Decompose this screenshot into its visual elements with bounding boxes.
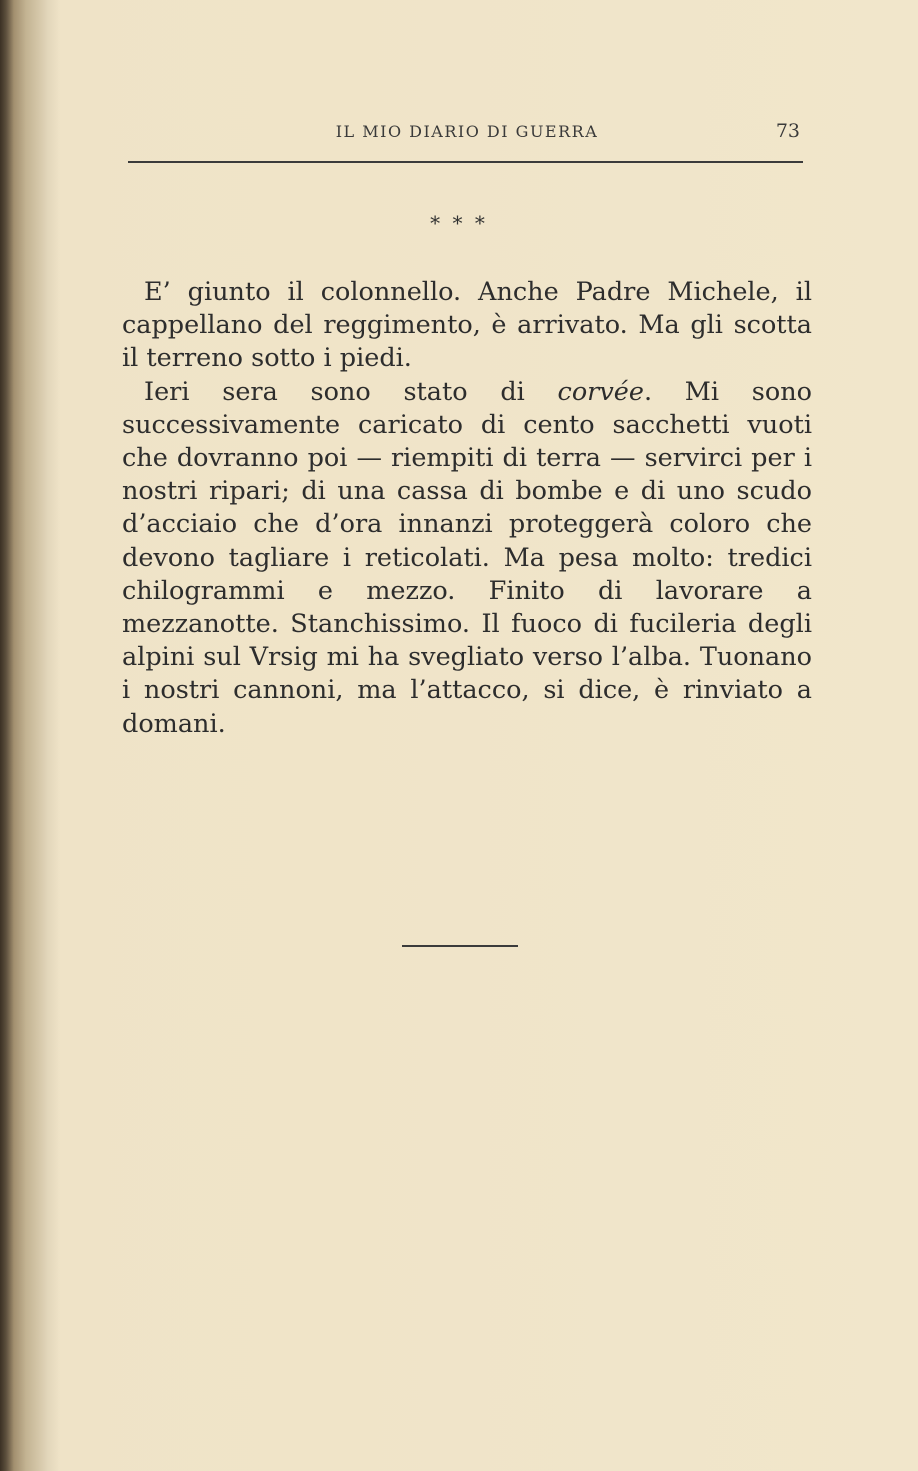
running-head [128, 122, 806, 152]
body-text [122, 276, 812, 741]
paragraph-2-after: . Mi sono successivamente caricato di cento sacchetti vuoti che dovranno poi — riempiti di terra — servirci per i nostri ripari; di una cassa di bombe e di uno scudo d’acciaio che d’ora innanzi proteggerà coloro che devono tagliare i reticolati. Ma pesa molto: tredici chilogrammi e mezzo. Finito di lavorare a mezzanotte. Stanchissimo. Il fuoco di fucileria degli alpini sul Vrsig mi ha svegliato verso l’alba. Tuonano i nostri cannoni, ma l’attacco, si dice, è rinviato a domani. [122, 376, 813, 739]
running-title: IL MIO DIARIO DI GUERRA [335, 122, 599, 141]
paragraph-2-before: Ieri sera sono stato di [144, 376, 558, 407]
header-rule [128, 161, 803, 163]
paragraph-2 [122, 376, 812, 741]
page-number: 73 [775, 120, 800, 142]
paragraph-1: E’ giunto il colonnello. Anche Padre Michele, il cappellano del reggimento, è arrivato. Ma gli scotta il terreno sotto i piedi. [122, 277, 812, 374]
end-rule [402, 945, 518, 947]
section-break-asterism: * * * [430, 211, 488, 235]
paragraph-2-italic-word: corvée [557, 376, 644, 407]
